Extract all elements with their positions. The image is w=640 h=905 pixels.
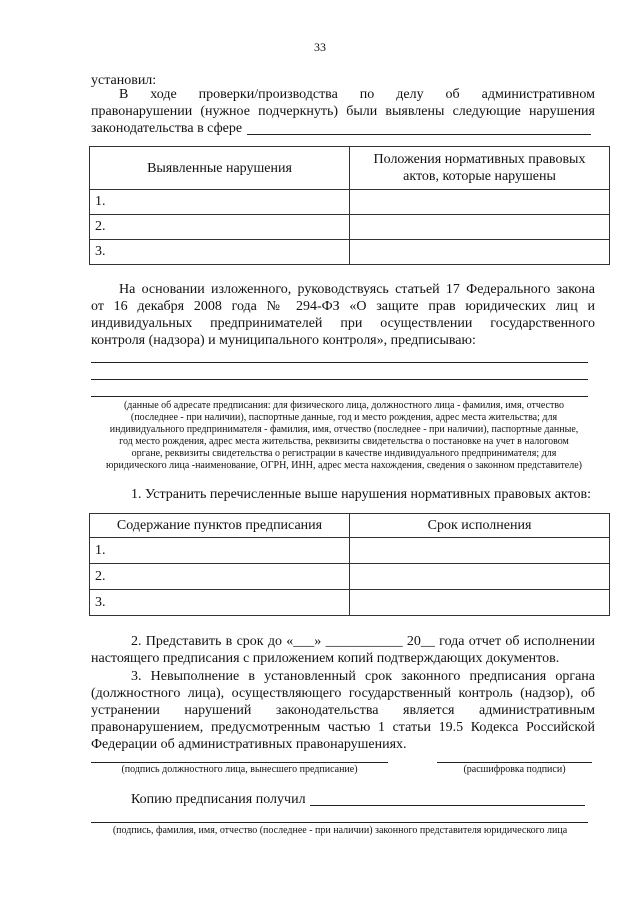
intro-line-2: правонарушении (нужное подчеркнуть) были выявлены следующие нарушения xyxy=(91,104,595,119)
basis-line-1: На основании изложенного, руководствуясь статьей 17 Федерального закона xyxy=(119,282,595,297)
item-3-line-5: Федерации об административных правонарушениях. xyxy=(91,737,407,752)
row-number: 1. xyxy=(90,190,350,215)
row-cell xyxy=(350,564,610,590)
item-2-line-1: 2. Представить в срок до «___» ___________ 20__ года отчет об исполнении xyxy=(131,634,595,649)
table-row xyxy=(90,590,610,616)
item-1-text: 1. Устранить перечисленные выше нарушения нормативных правовых актов: xyxy=(131,487,592,502)
item-3-line-1: 3. Невыполнение в установленный срок законного предписания органа xyxy=(131,669,595,684)
violations-table xyxy=(89,146,610,265)
table-row xyxy=(90,240,610,265)
signature-line xyxy=(91,762,388,763)
page-number: 33 xyxy=(314,40,326,54)
prescription-header-col2: Срок исполнения xyxy=(350,514,610,538)
item-2-line-2: настоящего предписания с приложением копий подтверждающих документов. xyxy=(91,651,560,666)
prescription-header-col1: Содержание пунктов предписания xyxy=(90,514,350,538)
row-number: 3. xyxy=(90,590,350,616)
table-row xyxy=(90,190,610,215)
table-row xyxy=(90,215,610,240)
representative-line xyxy=(91,822,588,823)
signature-caption: (подпись должностного лица, вынесшего предписание) xyxy=(121,764,358,775)
addressee-note: (данные об адресате предписания: для физического лица, должностного лица - фамилия, имя, отчество (последнее - при наличии), паспортные данные, год и место рождения, адрес места жительства; для индивидуального предпринимателя - фамилия, имя, отчество (последнее - при наличии), паспортные данные, год место рождения, адрес места жительства, реквизиты свидетельства о постановке на учет в налоговом органе, реквизиты свидетельства о регистрации в качестве индивидуального предпринимателя; для юридического лица -наименование, ОГРН, ИНН, адрес места нахождения, сведения о законном представителе) xyxy=(106,400,582,471)
basis-line-2: от 16 декабря 2008 года № 294-ФЗ «О защите прав юридических лиц и xyxy=(91,299,595,314)
intro-line-3: законодательства в сфере xyxy=(91,121,243,136)
row-number: 2. xyxy=(90,215,350,240)
ustanovil-label: установил: xyxy=(91,73,157,88)
signature-decoding-caption: (расшифровка подписи) xyxy=(463,764,566,775)
row-cell xyxy=(350,240,610,265)
row-number: 2. xyxy=(90,564,350,590)
item-3-line-4: правонарушением, предусмотренным частью 1 статьи 19.5 Кодекса Российской xyxy=(91,720,595,735)
basis-line-4: контроля (надзора) и муниципального контроля», предписываю: xyxy=(91,333,476,348)
row-number: 3. xyxy=(90,240,350,265)
copy-received-line xyxy=(310,805,585,806)
addressee-blank-line-1 xyxy=(91,362,588,363)
basis-line-3: индивидуальных предпринимателей при осуществлении государственного xyxy=(91,316,595,331)
intro-line-1: В ходе проверки/производства по делу об административном xyxy=(119,87,595,102)
violations-header-row xyxy=(90,147,610,190)
copy-received-label: Копию предписания получил xyxy=(131,792,306,807)
violations-header-col2: Положения нормативных правовых актов, которые нарушены xyxy=(350,147,610,190)
row-cell xyxy=(350,190,610,215)
row-cell xyxy=(350,215,610,240)
signature-decoding-line xyxy=(437,762,592,763)
row-cell xyxy=(350,538,610,564)
sphere-blank-line xyxy=(247,134,591,135)
item-3-line-3: устранении нарушений законодательства является административным xyxy=(91,703,595,718)
row-cell xyxy=(350,590,610,616)
addressee-blank-line-2 xyxy=(91,379,588,380)
item-3-line-2: (должностного лица), осуществляющего государственный контроль (надзор), об xyxy=(91,686,595,701)
table-row xyxy=(90,564,610,590)
representative-caption: (подпись, фамилия, имя, отчество (последнее - при наличии) законного представителя юридического лица xyxy=(112,825,568,836)
violations-header-col1: Выявленные нарушения xyxy=(90,147,350,190)
prescription-table xyxy=(89,513,610,616)
prescription-header-row xyxy=(90,514,610,538)
row-number: 1. xyxy=(90,538,350,564)
addressee-blank-line-3 xyxy=(91,396,588,397)
table-row xyxy=(90,538,610,564)
